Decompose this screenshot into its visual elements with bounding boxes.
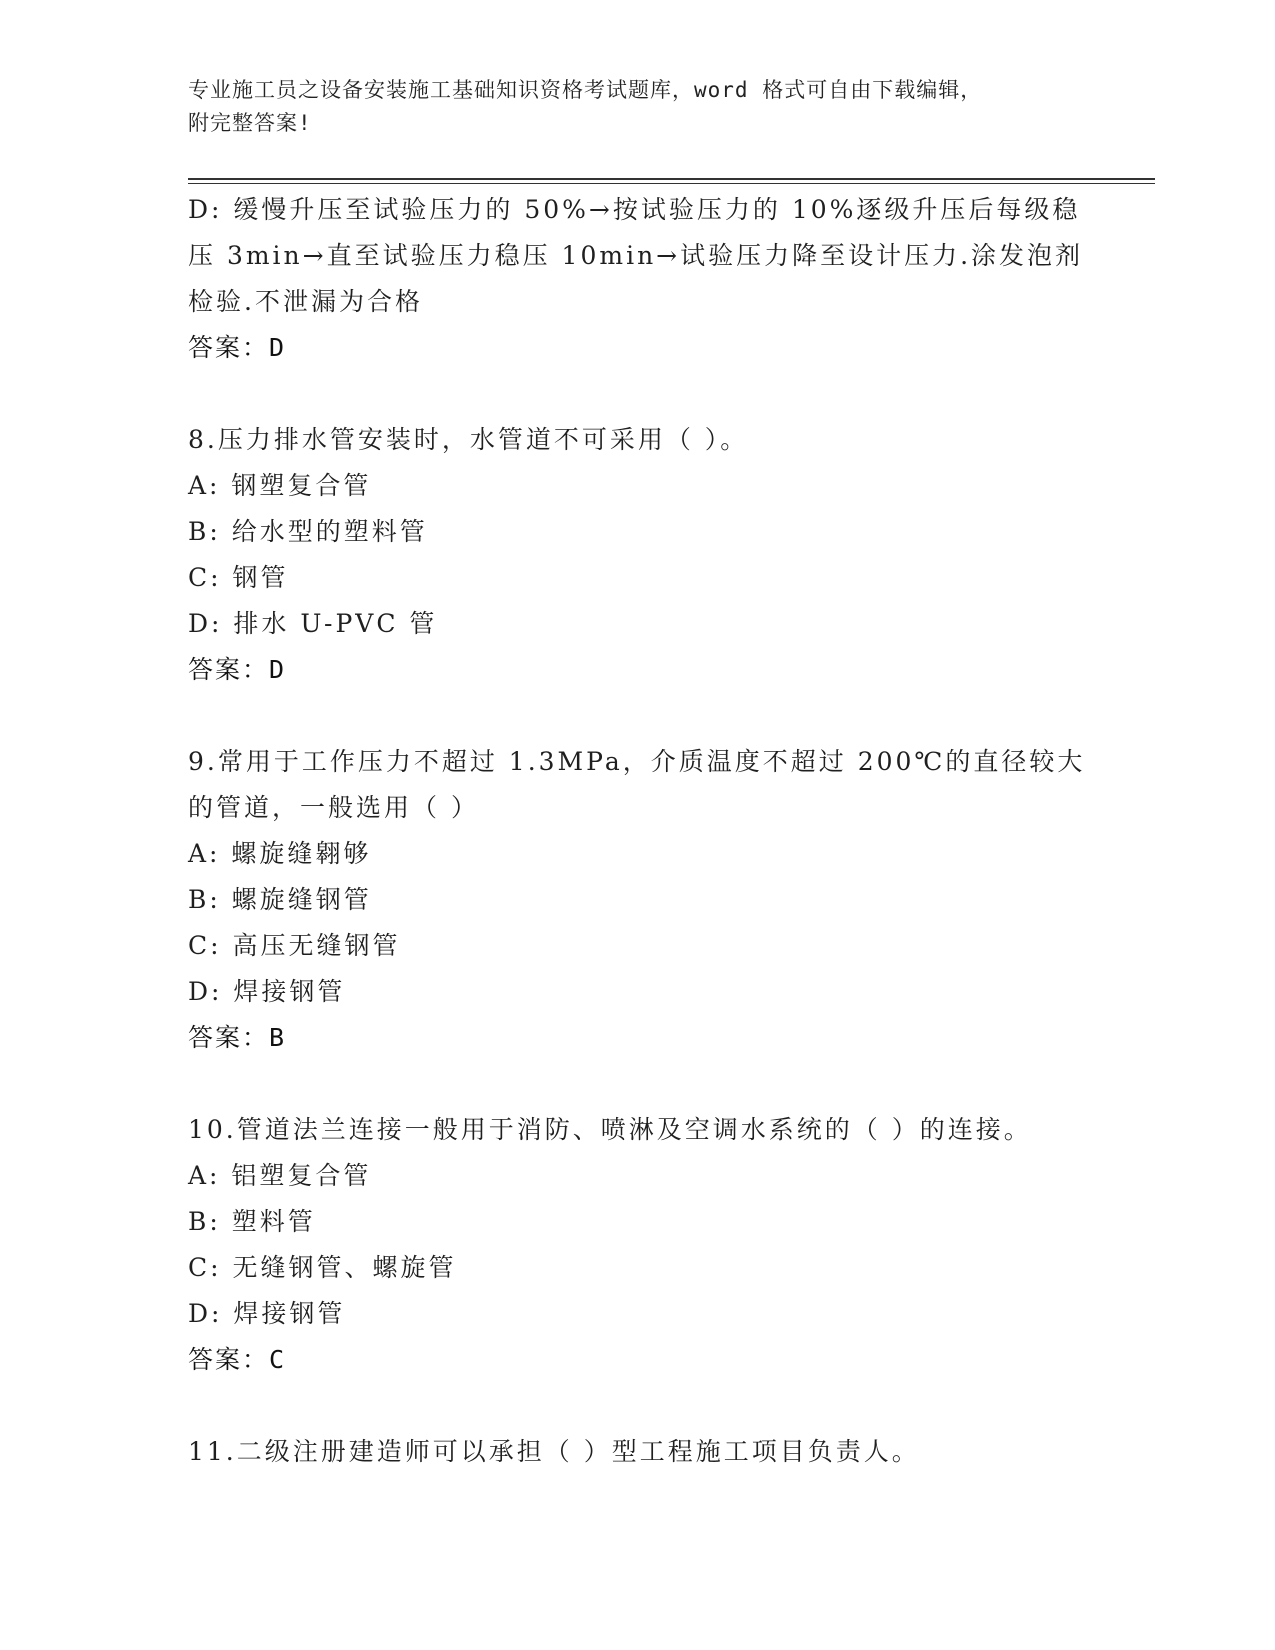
header-line-1: 专业施工员之设备安装施工基础知识资格考试题库，word 格式可自由下载编辑， xyxy=(188,78,983,102)
question-stem-line-1: 9.常用于工作压力不超过 1.3MPa，介质温度不超过 200℃的直径较大 xyxy=(188,747,1086,776)
option-c: C: 高压无缝钢管 xyxy=(188,931,401,960)
answer-value: D xyxy=(269,333,287,362)
answer-line xyxy=(188,1337,1088,1383)
answer-value: C xyxy=(269,1345,287,1374)
option-b: B: 螺旋缝钢管 xyxy=(188,885,372,914)
option-c: C: 无缝钢管、螺旋管 xyxy=(188,1253,457,1282)
option-b: B: 给水型的塑料管 xyxy=(188,517,428,546)
question-9 xyxy=(188,739,1088,1061)
answer-line xyxy=(188,647,1088,693)
header-divider-thin xyxy=(188,183,1155,184)
question-8 xyxy=(188,417,1088,693)
answer-label: 答案： xyxy=(188,333,270,362)
answer-value: D xyxy=(269,655,287,684)
question-10 xyxy=(188,1107,1088,1383)
option-c: C: 钢管 xyxy=(188,563,289,592)
question-stem-line-2: 的管道，一般选用（ ） xyxy=(188,793,479,822)
option-a: A: 螺旋缝翱够 xyxy=(188,839,372,868)
answer-label: 答案： xyxy=(188,655,270,684)
option-d-line-1: D: 缓慢升压至试验压力的 50%→按试验压力的 10%逐级升压后每级稳 xyxy=(188,195,1081,224)
spacer xyxy=(188,371,1088,417)
option-a: A: 铝塑复合管 xyxy=(188,1161,372,1190)
answer-line xyxy=(188,325,1088,371)
spacer xyxy=(188,1061,1088,1107)
option-d: D: 排水 U-PVC 管 xyxy=(188,609,438,638)
question-11 xyxy=(188,1429,1088,1475)
header-divider-thick xyxy=(188,178,1155,180)
option-b: B: 塑料管 xyxy=(188,1207,316,1236)
option-d-line-2: 压 3min→直至试验压力稳压 10min→试验压力降至设计压力.涂发泡剂 xyxy=(188,241,1084,270)
header-line-2: 附完整答案! xyxy=(188,111,312,135)
continued-question xyxy=(188,187,1088,371)
document-header xyxy=(188,74,1068,140)
answer-value: B xyxy=(269,1023,287,1052)
question-stem: 11.二级注册建造师可以承担（ ）型工程施工项目负责人。 xyxy=(188,1437,920,1466)
spacer xyxy=(188,1383,1088,1429)
question-stem: 10.管道法兰连接一般用于消防、喷淋及空调水系统的（ ）的连接。 xyxy=(188,1115,1032,1144)
option-d: D: 焊接钢管 xyxy=(188,1299,346,1328)
answer-label: 答案： xyxy=(188,1023,270,1052)
answer-line xyxy=(188,1015,1088,1061)
answer-label: 答案： xyxy=(188,1345,270,1374)
option-d: D: 焊接钢管 xyxy=(188,977,346,1006)
option-a: A: 钢塑复合管 xyxy=(188,471,372,500)
question-content xyxy=(188,187,1088,1475)
question-stem: 8.压力排水管安装时，水管道不可采用（ ）。 xyxy=(188,425,749,454)
option-d-line-3: 检验.不泄漏为合格 xyxy=(188,287,423,316)
spacer xyxy=(188,693,1088,739)
